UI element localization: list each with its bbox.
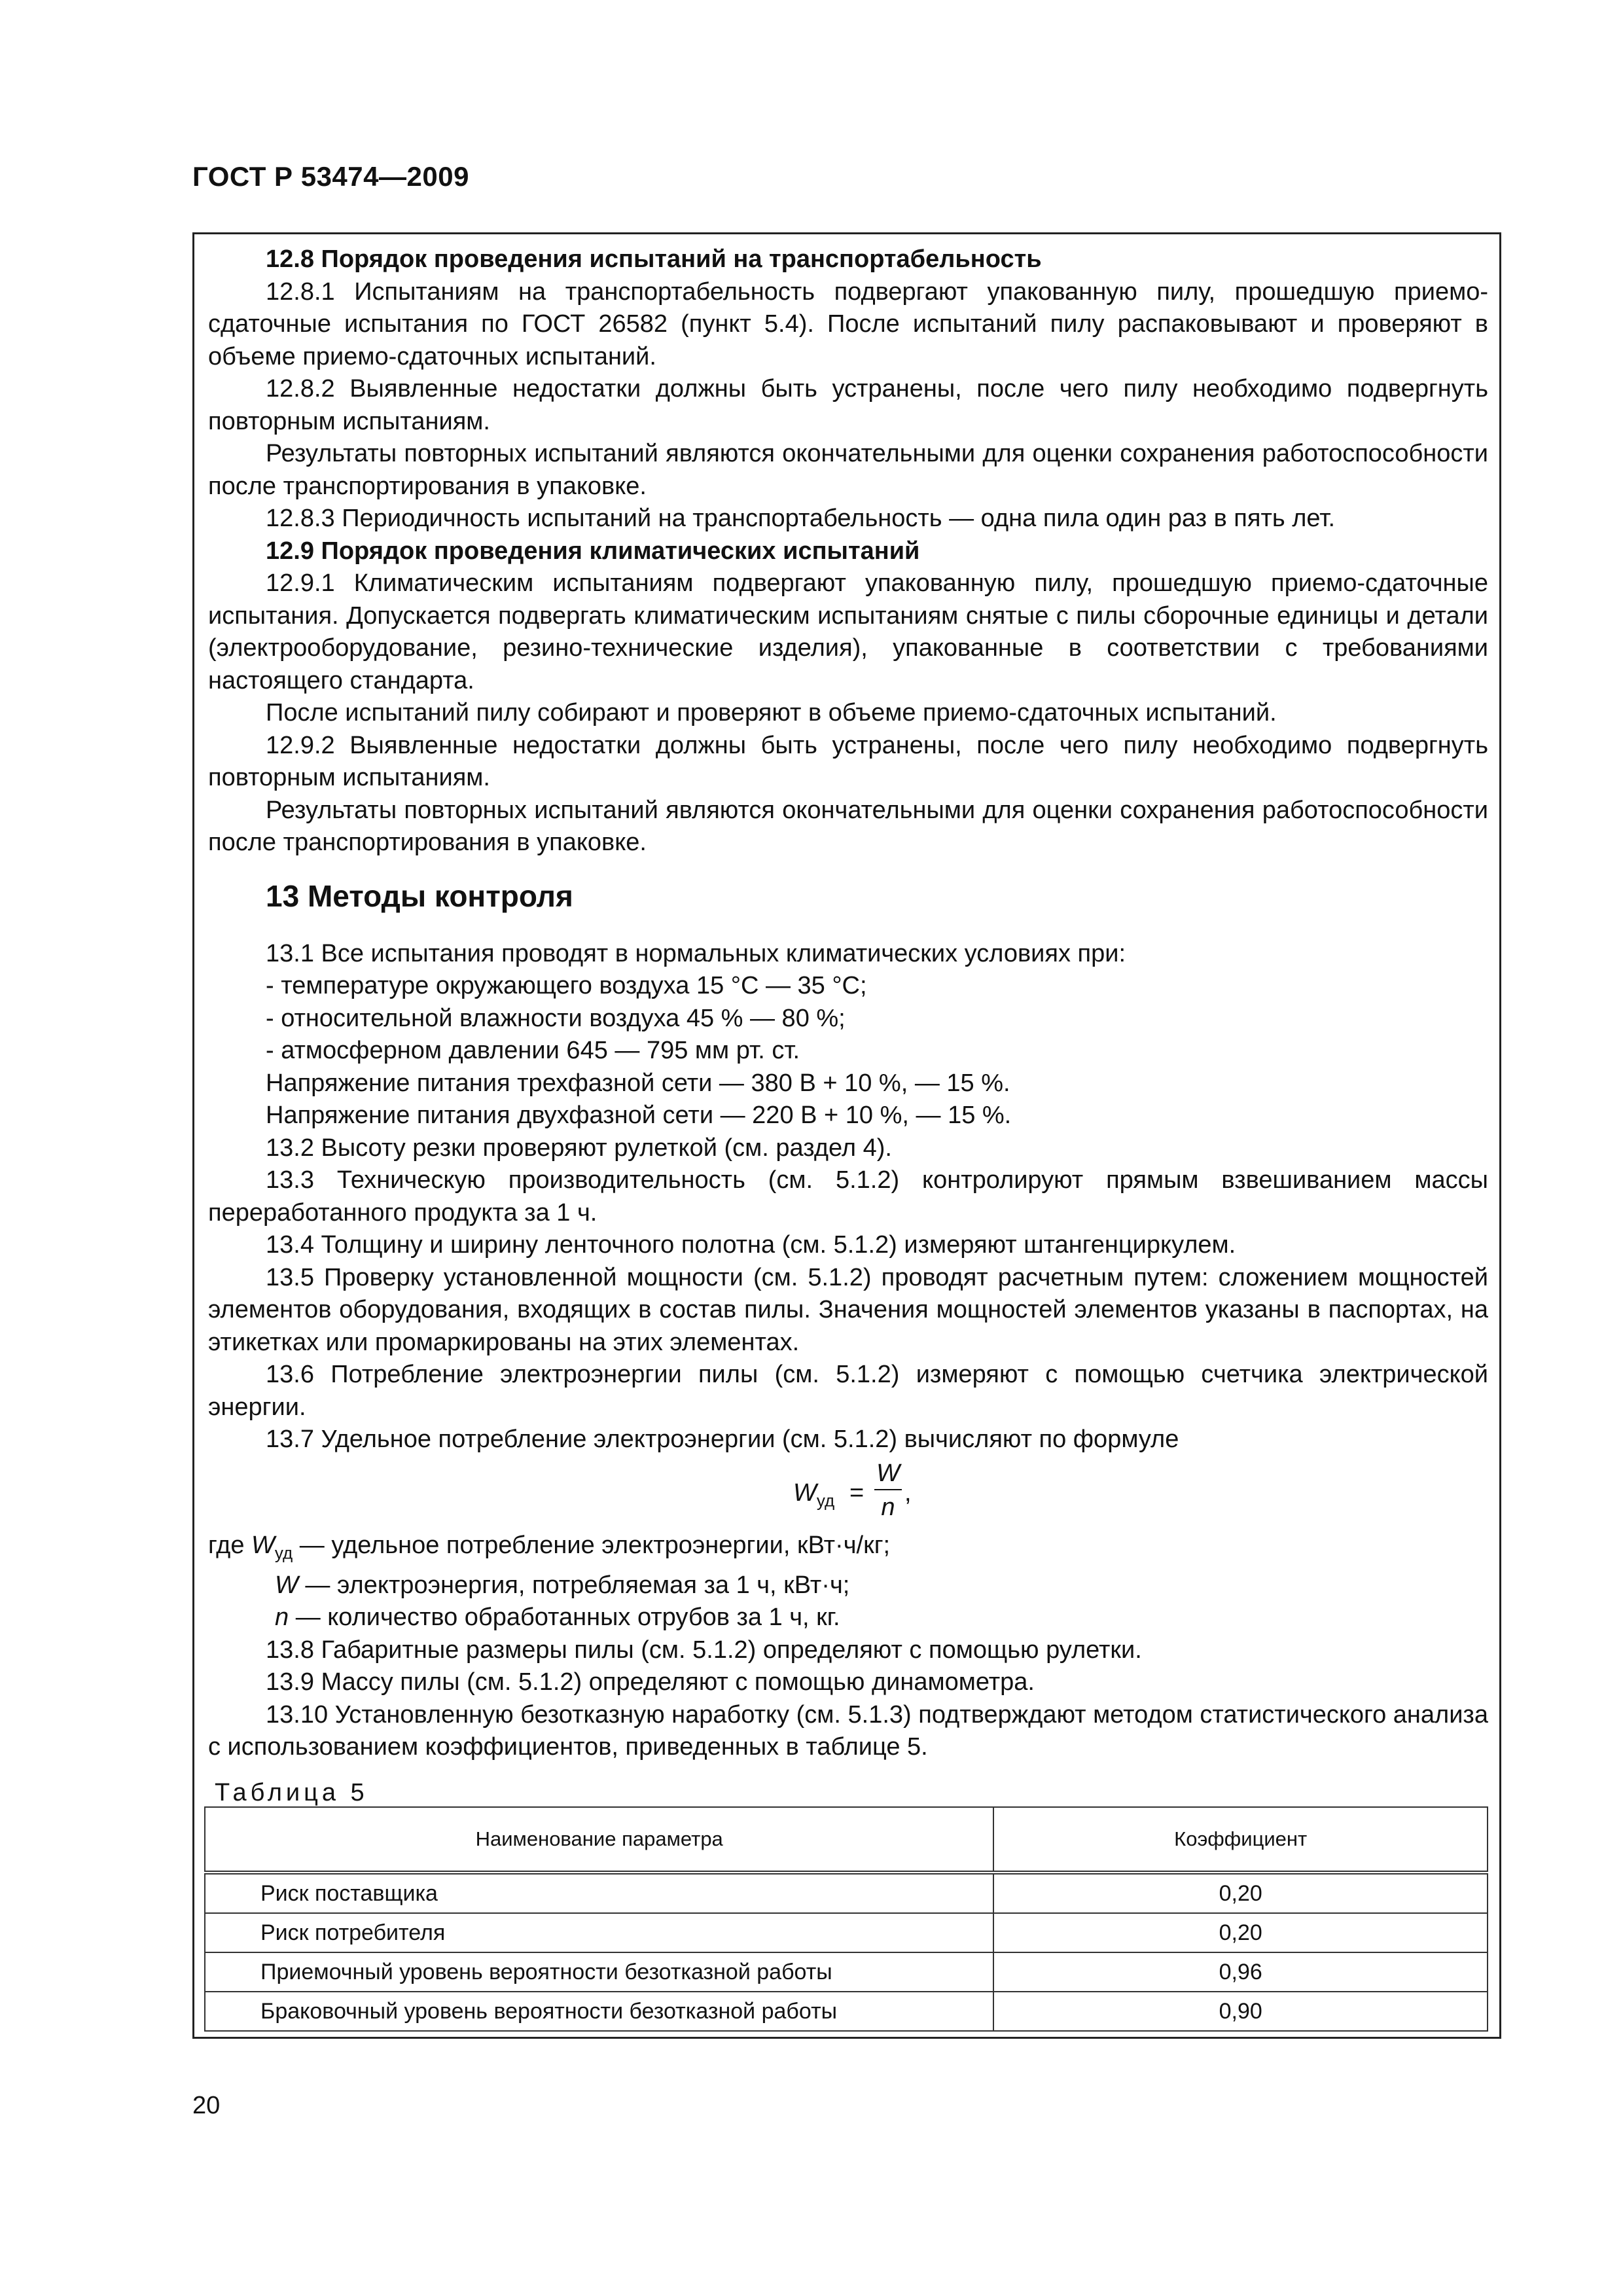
where-description: — удельное потребление электроэнергии, кВт·ч/кг; <box>293 1531 891 1559</box>
section-13-title: 13 Методы контроля <box>266 878 573 913</box>
table-row <box>205 1913 1488 1952</box>
fraction-bar <box>874 1489 902 1490</box>
parameter-cell: Браковочный уровень вероятности безотказной работы <box>205 1992 993 2031</box>
paragraph-13-10: 13.10 Установленную безотказную наработку (см. 5.1.3) подтверждают методом статистического анализа с использованием коэффициентов, приведенных в таблице 5. <box>208 1700 1488 1761</box>
formula-lhs-symbol: W <box>793 1479 817 1507</box>
parameter-cell: Приемочный уровень вероятности безотказной работы <box>205 1952 993 1992</box>
voltage-two-phase: Напряжение питания двухфазной сети — 220 В + 10 %, — 15 %. <box>266 1102 1012 1129</box>
voltage-three-phase: Напряжение питания трехфазной сети — 380 В + 10 %, — 15 %. <box>266 1069 1010 1097</box>
paragraph-13-9: 13.9 Массу пилы (см. 5.1.2) определяют с помощью динамометра. <box>266 1668 1035 1696</box>
parameter-cell: Риск поставщика <box>205 1873 993 1913</box>
formula-lhs-subscript: уд <box>816 1490 835 1511</box>
formula-where-w <box>208 1570 1488 1602</box>
coefficient-cell: 0,90 <box>993 1992 1488 2031</box>
formula-numerator: W <box>876 1459 900 1487</box>
condition-humidity: - относительной влажности воздуха 45 % — 80 %; <box>266 1004 846 1032</box>
table-5-caption: Таблица 5 <box>215 1778 368 1806</box>
page-number: 20 <box>192 2092 221 2119</box>
condition-temperature: - температуре окружающего воздуха 15 °С — 35 °С; <box>266 972 867 999</box>
document-body <box>208 243 1488 1809</box>
paragraph-12-8-1: 12.8.1 Испытаниям на транспортабельность подвергают упакованную пилу, прошедшую приемо-сдаточные испытания по ГОСТ 26582 (пункт 5.4). После испытаний пилу распаковывают и проверяют в объеме приемо-сдаточных испытаний. <box>208 278 1488 370</box>
paragraph-12-8-2: 12.8.2 Выявленные недостатки должны быть устранены, после чего пилу необходимо подвергнуть повторным испытаниям. <box>208 375 1488 435</box>
where-variable <box>251 1531 293 1563</box>
paragraph-13-6: 13.6 Потребление электроэнергии пилы (см. 5.1.2) измеряют с помощью счетчика электрической энергии. <box>208 1361 1488 1421</box>
paragraph-12-9-2-results: Результаты повторных испытаний являются окончательными для оценки сохранения работоспособности после транспортирования в упаковке. <box>208 796 1488 856</box>
n-description: — количество обработанных отрубов за 1 ч, кг. <box>289 1604 840 1632</box>
formula-fraction <box>874 1459 902 1523</box>
formula-denominator: n <box>881 1493 895 1521</box>
w-description: — электроэнергия, потребляемая за 1 ч, кВт·ч; <box>298 1571 850 1599</box>
table-row <box>205 1992 1488 2031</box>
section-12-9-title: 12.9 Порядок проведения климатических испытаний <box>266 537 920 565</box>
specific-consumption-formula <box>208 1456 1488 1530</box>
paragraph-13-2: 13.2 Высоту резки проверяют рулеткой (см. раздел 4). <box>266 1134 892 1162</box>
paragraph-13-8: 13.8 Габаритные размеры пилы (см. 5.1.2) определяют с помощью рулетки. <box>266 1636 1142 1664</box>
where-prefix: где <box>208 1531 252 1559</box>
coefficient-cell: 0,96 <box>993 1952 1488 1992</box>
table-row <box>205 1873 1488 1913</box>
paragraph-13-3: 13.3 Техническую производительность (см. 5.1.2) контролируют прямым взвешиванием массы переработанного продукта за 1 ч. <box>208 1166 1488 1227</box>
formula-equals: = <box>849 1479 865 1507</box>
formula-where-n <box>208 1602 1488 1634</box>
paragraph-12-8-3: 12.8.3 Периодичность испытаний на транспортабельность — одна пила один раз в пять лет. <box>266 505 1336 532</box>
paragraph-12-9-2: 12.9.2 Выявленные недостатки должны быть устранены, после чего пилу необходимо подвергнуть повторным испытаниям. <box>208 731 1488 791</box>
paragraph-13-4: 13.4 Толщину и ширину ленточного полотна (см. 5.1.2) измеряют штангенциркулем. <box>266 1231 1236 1259</box>
paragraph-13-7: 13.7 Удельное потребление электроэнергии (см. 5.1.2) вычисляют по формуле <box>266 1426 1179 1453</box>
paragraph-12-9-1: 12.9.1 Климатическим испытаниям подвергают упакованную пилу, прошедшую приемо-сдаточные испытания. Допускается подвергать климатическим испытаниям снятые с пилы сборочные единицы и детали (электрооборудование, резино-технические изделия), упакованные в соответствии с требованиями настоящего стандарта. <box>208 569 1488 694</box>
paragraph-13-1: 13.1 Все испытания проводят в нормальных климатических условиях при: <box>266 939 1126 967</box>
formula-comma: , <box>904 1479 912 1507</box>
paragraph-12-8-2-results: Результаты повторных испытаний являются окончательными для оценки сохранения работоспособности после транспортирования в упаковке. <box>208 440 1488 500</box>
w-variable: W <box>275 1571 298 1599</box>
paragraph-13-5: 13.5 Проверку установленной мощности (см. 5.1.2) проводят расчетным путем: сложением мощностей элементов оборудования, входящих в состав пилы. Значения мощностей элементов указаны в паспортах, на этикетках или промаркированы на этих элементах. <box>208 1263 1488 1356</box>
formula-lhs <box>793 1477 834 1517</box>
where-variable-subscript: уд <box>274 1543 293 1563</box>
paragraph-12-9-1-after: После испытаний пилу собирают и проверяют в объеме приемо-сдаточных испытаний. <box>266 699 1277 726</box>
n-variable: n <box>275 1604 289 1632</box>
section-12-8-title: 12.8 Порядок проведения испытаний на транспортабельность <box>266 245 1042 273</box>
where-variable-symbol: W <box>251 1531 275 1559</box>
coefficient-cell: 0,20 <box>993 1873 1488 1913</box>
column-header-parameter: Наименование параметра <box>205 1807 993 1873</box>
column-header-coefficient: Коэффициент <box>993 1807 1488 1873</box>
coefficient-cell: 0,20 <box>993 1913 1488 1952</box>
document-header: ГОСТ Р 53474—2009 <box>192 161 469 192</box>
parameter-cell: Риск потребителя <box>205 1913 993 1952</box>
table-row <box>205 1952 1488 1992</box>
table-5 <box>204 1806 1488 2032</box>
formula-where-wud <box>208 1530 1488 1570</box>
condition-pressure: - атмосферном давлении 645 — 795 мм рт. ст. <box>266 1037 800 1064</box>
table-header-row <box>205 1807 1488 1873</box>
